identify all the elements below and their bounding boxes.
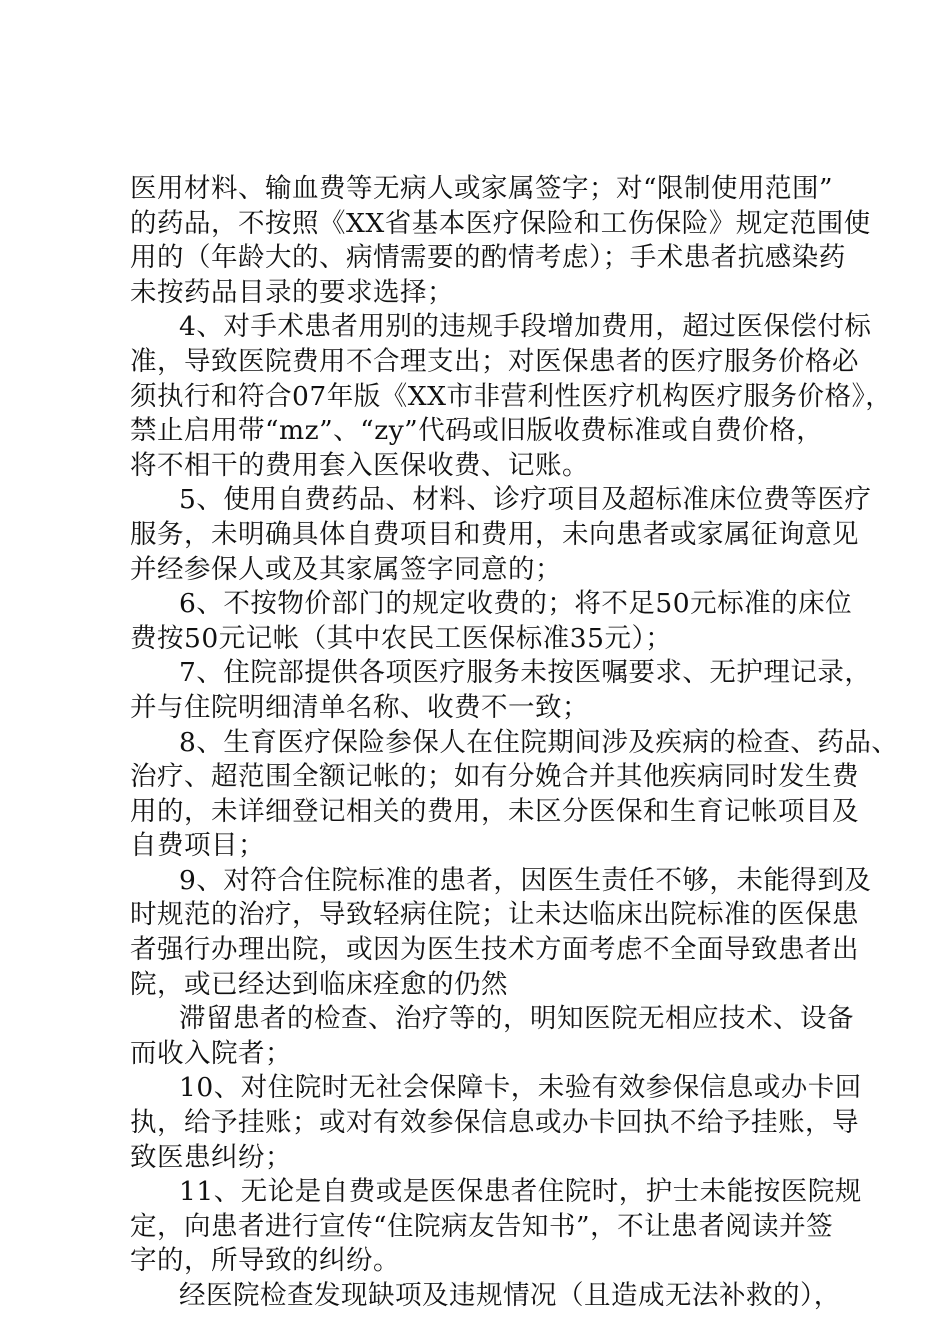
text-line: 须执行和符合07年版《XX市非营利性医疗机构医疗服务价格》，	[130, 380, 893, 412]
text-line: 者强行办理出院，或因为医生技术方面考虑不全面导致患者出	[130, 934, 859, 966]
text-line: 的药品，不按照《XX省基本医疗保险和工伤保险》规定范围使	[130, 207, 871, 239]
text-line: 自费项目；	[130, 830, 265, 862]
paragraph-start-line: 4、对手术患者用别的违规手段增加费用，超过医保偿付标	[179, 311, 872, 343]
text-line: 执，给予挂账；或对有效参保信息或办卡回执不给予挂账，导	[130, 1107, 859, 1139]
paragraph-start-line: 6、不按物价部门的规定收费的；将不足50元标准的床位	[179, 588, 853, 620]
text-line: 字的，所导致的纠纷。	[130, 1245, 400, 1277]
text-line: 费按50元记帐（其中农民工医保标准35元）；	[130, 622, 673, 654]
text-line: 治疗、超范围全额记帐的；如有分娩合并其他疾病同时发生费	[130, 761, 859, 793]
text-line: 准，导致医院费用不合理支出；对医保患者的医疗服务价格必	[130, 345, 859, 377]
text-line: 未按药品目录的要求选择；	[130, 276, 454, 308]
paragraph-start-line: 11、无论是自费或是医保患者住院时，护士未能按医院规	[179, 1176, 862, 1208]
text-line: 致医患纠纷；	[130, 1141, 292, 1173]
text-line: 服务，未明确具体自费项目和费用，未向患者或家属征询意见	[130, 518, 859, 550]
paragraph-start-line: 7、住院部提供各项医疗服务未按医嘱要求、无护理记录，	[179, 657, 872, 689]
paragraph-start-line: 5、使用自费药品、材料、诊疗项目及超标准床位费等医疗	[179, 484, 872, 516]
text-line: 用的，未详细登记相关的费用，未区分医保和生育记帐项目及	[130, 795, 859, 827]
text-line: 院，或已经达到临床痊愈的仍然	[130, 968, 508, 1000]
text-line: 时规范的治疗，导致轻病住院；让未达临床出院标准的医保患	[130, 899, 859, 931]
text-line: 将不相干的费用套入医保收费、记账。	[130, 449, 589, 481]
paragraph-start-line: 经医院检查发现缺项及违规情况（且造成无法补救的），	[179, 1280, 841, 1311]
document-body	[130, 172, 899, 1314]
text-line: 医用材料、输血费等无病人或家属签字；对“限制使用范围”	[130, 173, 834, 204]
text-line: 并经参保人或及其家属签字同意的；	[130, 553, 562, 585]
text-line: 禁止启用带“mz”、“zy”代码或旧版收费标准或自费价格，	[130, 415, 824, 447]
paragraph-start-line: 10、对住院时无社会保障卡，未验有效参保信息或办卡回	[179, 1072, 862, 1104]
text-line: 用的（年龄大的、病情需要的酌情考虑）；手术患者抗感染药	[130, 242, 846, 274]
text-line: 而收入院者；	[130, 1037, 292, 1069]
paragraph-start-line: 8、生育医疗保险参保人在住院期间涉及疾病的检查、药品、	[179, 726, 899, 758]
paragraph-start-line: 9、对符合住院标准的患者，因医生责任不够，未能得到及	[179, 864, 872, 896]
paragraph-start-line: 滞留患者的检查、治疗等的，明知医院无相应技术、设备	[179, 1003, 854, 1035]
text-line: 定，向患者进行宣传“住院病友告知书”，不让患者阅读并签	[130, 1210, 834, 1242]
text-line: 并与住院明细清单名称、收费不一致；	[130, 691, 589, 723]
